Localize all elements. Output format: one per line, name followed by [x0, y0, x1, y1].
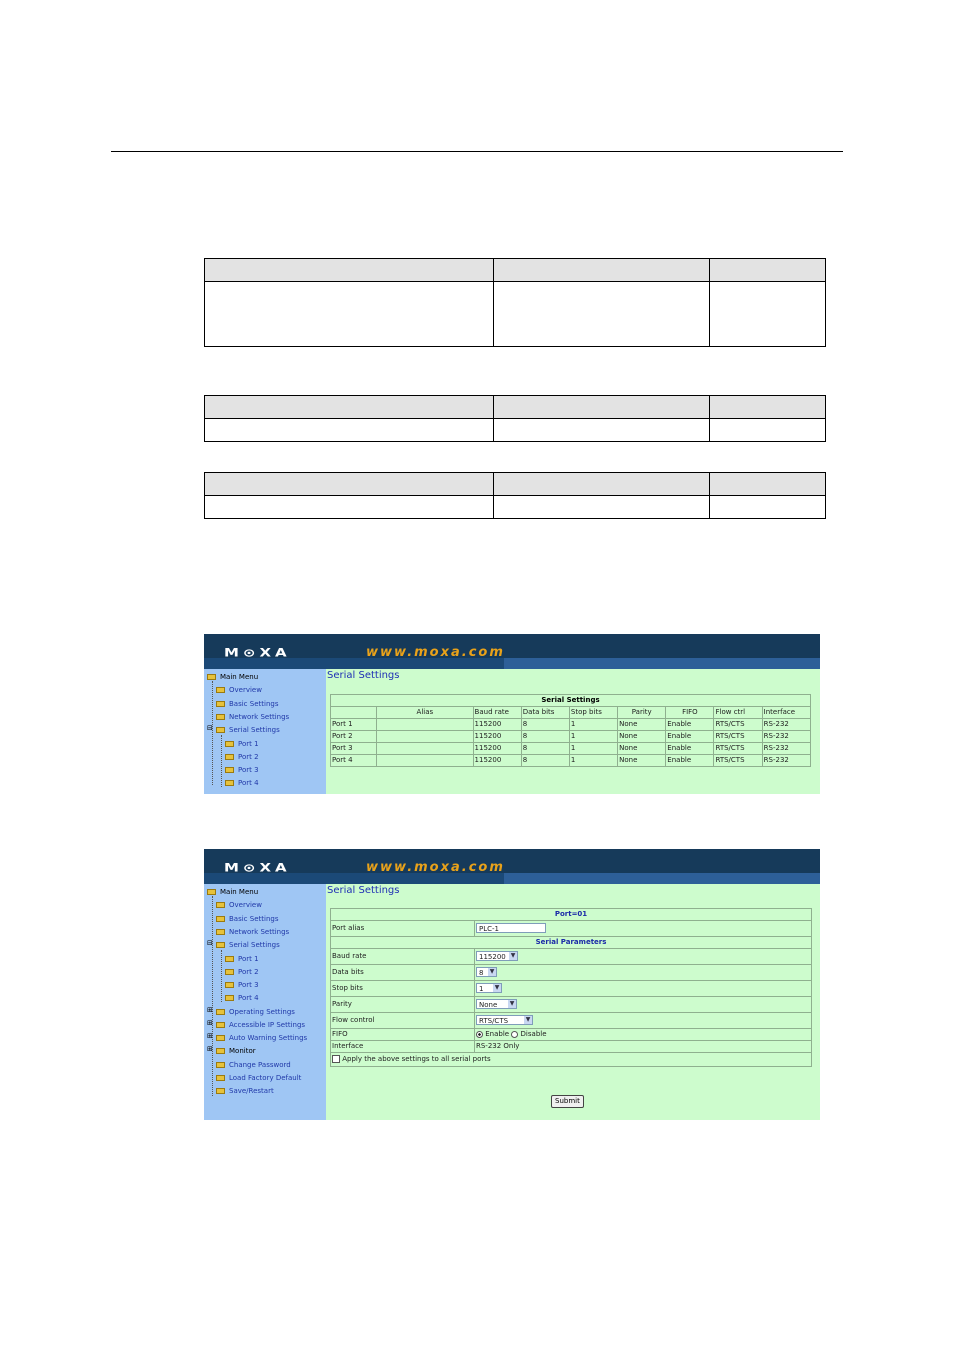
column-header: Parity [618, 707, 666, 719]
table-cell: RS-232 [762, 731, 810, 743]
sidebar-item-operating-settings[interactable] [216, 1006, 295, 1018]
moxa-banner [204, 634, 820, 669]
folder-icon [225, 767, 234, 773]
sidebar-label: Network Settings [229, 928, 290, 936]
expand-plus-icon[interactable]: ⊞ [207, 1019, 213, 1027]
baud-rate-select[interactable] [476, 951, 518, 961]
sidebar [204, 669, 326, 794]
sidebar-label: Main Menu [220, 673, 259, 681]
sidebar-item-overview[interactable] [216, 899, 262, 911]
table-cell [377, 743, 473, 755]
table-cell: 1 [569, 719, 617, 731]
sidebar-label: Overview [229, 686, 262, 694]
folder-icon [225, 741, 234, 747]
apply-all-checkbox[interactable] [332, 1055, 340, 1063]
page-title: Serial Settings [327, 885, 400, 896]
port-header: Port=01 [331, 909, 812, 921]
sidebar-item-port-1[interactable] [225, 953, 259, 965]
table-cell: RS-232 [762, 743, 810, 755]
sidebar-label: Accessible IP Settings [229, 1021, 306, 1029]
folder-icon [216, 1075, 225, 1081]
table-cell: 8 [521, 731, 569, 743]
table-cell: RTS/CTS [714, 731, 762, 743]
folder-icon [225, 956, 234, 962]
table-cell: 1 [569, 731, 617, 743]
table-row [331, 743, 811, 755]
column-header [331, 707, 377, 719]
folder-icon [216, 1062, 225, 1068]
expand-minus-icon[interactable]: ⊟ [207, 724, 213, 732]
folder-icon [216, 687, 225, 693]
table-cell: 8 [521, 719, 569, 731]
chevron-down-icon: ▼ [525, 1016, 531, 1023]
sidebar-label: Load Factory Default [229, 1074, 302, 1082]
sidebar-label: Network Settings [229, 713, 290, 721]
table-row [331, 731, 811, 743]
sidebar-item-port-1[interactable] [225, 738, 259, 750]
column-header: Stop bits [569, 707, 617, 719]
expand-plus-icon[interactable]: ⊞ [207, 1045, 213, 1053]
folder-icon [207, 674, 216, 680]
folder-icon [216, 1035, 225, 1041]
sidebar-label: Port 3 [238, 981, 259, 989]
sidebar-label: Main Menu [220, 888, 259, 896]
folder-icon [216, 727, 225, 733]
folder-icon [216, 701, 225, 707]
section-header: Serial Settings [331, 695, 811, 707]
sidebar-label: Port 1 [238, 740, 259, 748]
folder-icon [216, 1022, 225, 1028]
folder-icon [216, 916, 225, 922]
table-cell: 115200 [473, 719, 521, 731]
fifo-enable-radio[interactable] [476, 1031, 483, 1038]
sidebar-item-accessible-ip[interactable] [216, 1019, 305, 1031]
sidebar-item-serial-settings[interactable] [216, 724, 280, 736]
field-label: Flow control [331, 1013, 475, 1029]
folder-icon [216, 1088, 225, 1094]
folder-icon [225, 995, 234, 1001]
table-cell: None [618, 743, 666, 755]
sidebar-label: Overview [229, 901, 262, 909]
content-area [326, 884, 820, 1120]
table-cell: 115200 [473, 755, 521, 767]
sidebar-item-save-restart[interactable] [216, 1085, 274, 1097]
table-row [331, 719, 811, 731]
table-cell: Enable [666, 731, 714, 743]
sidebar-item-port-4[interactable] [225, 777, 259, 789]
radio-label: Enable [485, 1030, 510, 1038]
table-cell: 8 [521, 743, 569, 755]
table-cell: None [618, 719, 666, 731]
submit-button[interactable]: Submit [551, 1095, 584, 1108]
sidebar-item-port-2[interactable] [225, 966, 259, 978]
select-value: 8 [479, 969, 484, 977]
port-alias-input[interactable]: PLC-1 [476, 923, 546, 933]
sidebar-label: Operating Settings [229, 1008, 295, 1016]
table-cell: Port 3 [331, 743, 377, 755]
interface-value: RS-232 Only [475, 1041, 812, 1053]
folder-icon [216, 1048, 225, 1054]
sidebar-item-basic-settings[interactable] [216, 698, 278, 710]
table-cell: Port 1 [331, 719, 377, 731]
moxa-banner [204, 849, 820, 884]
sidebar-label: Port 2 [238, 968, 259, 976]
field-label: Stop bits [331, 981, 475, 997]
table-cell: None [618, 755, 666, 767]
folder-icon [216, 714, 225, 720]
sidebar-label: Serial Settings [229, 941, 280, 949]
column-header: Flow ctrl [714, 707, 762, 719]
folder-icon [225, 982, 234, 988]
moxa-logo: M⊙XA [224, 646, 291, 660]
folder-icon [207, 889, 216, 895]
sidebar-label: Port 2 [238, 753, 259, 761]
folder-icon [225, 780, 234, 786]
chevron-down-icon: ▼ [494, 984, 500, 991]
moxa-screenshot-overview [204, 634, 820, 794]
folder-icon [225, 969, 234, 975]
table-cell: RTS/CTS [714, 743, 762, 755]
expand-minus-icon[interactable]: ⊟ [207, 939, 213, 947]
sidebar-item-monitor[interactable] [216, 1045, 256, 1057]
sidebar-label: Basic Settings [229, 700, 279, 708]
sidebar-item-port-2[interactable] [225, 751, 259, 763]
sidebar-label: Save/Restart [229, 1087, 274, 1095]
field-label: Port alias [331, 921, 475, 937]
table-cell [377, 719, 473, 731]
stop-bits-select[interactable] [476, 983, 502, 993]
column-header: Baud rate [473, 707, 521, 719]
table-cell: RS-232 [762, 719, 810, 731]
radio-label: Disable [520, 1030, 547, 1038]
sidebar-item-port-4[interactable] [225, 992, 259, 1004]
table-cell: Enable [666, 719, 714, 731]
table-cell: Enable [666, 743, 714, 755]
table-cell [377, 731, 473, 743]
sidebar-item-port-3[interactable] [225, 764, 259, 776]
expand-plus-icon[interactable]: ⊞ [207, 1006, 213, 1014]
expand-plus-icon[interactable]: ⊞ [207, 1032, 213, 1040]
sidebar-item-load-factory-default[interactable] [216, 1072, 301, 1084]
sidebar-label: Port 3 [238, 766, 259, 774]
column-header: FIFO [666, 707, 714, 719]
sidebar-item-serial-settings[interactable] [216, 939, 280, 951]
sidebar-item-overview[interactable] [216, 684, 262, 696]
table-cell: None [618, 731, 666, 743]
table-cell: RTS/CTS [714, 755, 762, 767]
sidebar-item-network-settings[interactable] [216, 926, 289, 938]
chevron-down-icon: ▼ [510, 952, 516, 959]
sidebar-label: Change Password [229, 1061, 291, 1069]
checkbox-label: Apply the above settings to all serial ports [342, 1055, 491, 1063]
sidebar-item-network-settings[interactable] [216, 711, 289, 723]
table-header-row [331, 707, 811, 719]
doc-table-1 [204, 258, 826, 347]
column-header: Interface [762, 707, 810, 719]
sidebar-item-main-menu[interactable] [207, 671, 258, 683]
field-label: FIFO [331, 1029, 475, 1041]
folder-icon [216, 942, 225, 948]
table-cell: RTS/CTS [714, 719, 762, 731]
serial-settings-table [330, 694, 811, 767]
chevron-down-icon: ▼ [509, 1000, 515, 1007]
sidebar-label: Port 4 [238, 994, 259, 1002]
field-label: Data bits [331, 965, 475, 981]
page-title: Serial Settings [327, 670, 400, 681]
doc-table-2 [204, 395, 826, 442]
sidebar-label: Port 1 [238, 955, 259, 963]
table-cell: RS-232 [762, 755, 810, 767]
moxa-screenshot-port-settings [204, 849, 820, 1120]
table-cell: 1 [569, 755, 617, 767]
sidebar-label: Serial Settings [229, 726, 280, 734]
table-cell [377, 755, 473, 767]
table-cell: 115200 [473, 743, 521, 755]
sidebar-label: Monitor [229, 1047, 256, 1055]
parity-select[interactable] [476, 999, 517, 1009]
folder-icon [216, 1009, 225, 1015]
doc-table-3 [204, 472, 826, 519]
moxa-url: www.moxa.com [366, 645, 505, 660]
port-settings-form [330, 908, 812, 1067]
sidebar-item-basic-settings[interactable] [216, 913, 278, 925]
select-value: 1 [479, 985, 484, 993]
column-header: Data bits [521, 707, 569, 719]
select-value: None [479, 1001, 498, 1009]
sidebar [204, 884, 326, 1120]
select-value: 115200 [479, 953, 506, 961]
sidebar-item-auto-warning[interactable] [216, 1032, 307, 1044]
select-value: RTS/CTS [479, 1017, 509, 1025]
field-label: Interface [331, 1041, 475, 1053]
sidebar-label: Auto Warning Settings [229, 1034, 308, 1042]
sidebar-label: Port 4 [238, 779, 259, 787]
table-cell: Enable [666, 755, 714, 767]
flow-control-select[interactable] [476, 1015, 533, 1025]
field-label: Baud rate [331, 949, 475, 965]
serial-parameters-header: Serial Parameters [331, 937, 812, 949]
sidebar-label: Basic Settings [229, 915, 279, 923]
folder-icon [216, 929, 225, 935]
fifo-disable-radio[interactable] [511, 1031, 518, 1038]
table-row [331, 755, 811, 767]
table-cell: 8 [521, 755, 569, 767]
sidebar-item-port-3[interactable] [225, 979, 259, 991]
table-cell: 115200 [473, 731, 521, 743]
table-cell: Port 4 [331, 755, 377, 767]
content-area [326, 669, 820, 794]
moxa-logo: M⊙XA [224, 861, 291, 875]
sidebar-item-main-menu[interactable] [207, 886, 258, 898]
chevron-down-icon: ▼ [489, 968, 495, 975]
field-label: Parity [331, 997, 475, 1013]
data-bits-select[interactable] [476, 967, 497, 977]
moxa-url: www.moxa.com [366, 860, 505, 875]
folder-icon [225, 754, 234, 760]
table-cell: 1 [569, 743, 617, 755]
folder-icon [216, 902, 225, 908]
sidebar-item-change-password[interactable] [216, 1059, 291, 1071]
header-rule [111, 151, 843, 152]
column-header: Alias [377, 707, 473, 719]
table-cell: Port 2 [331, 731, 377, 743]
